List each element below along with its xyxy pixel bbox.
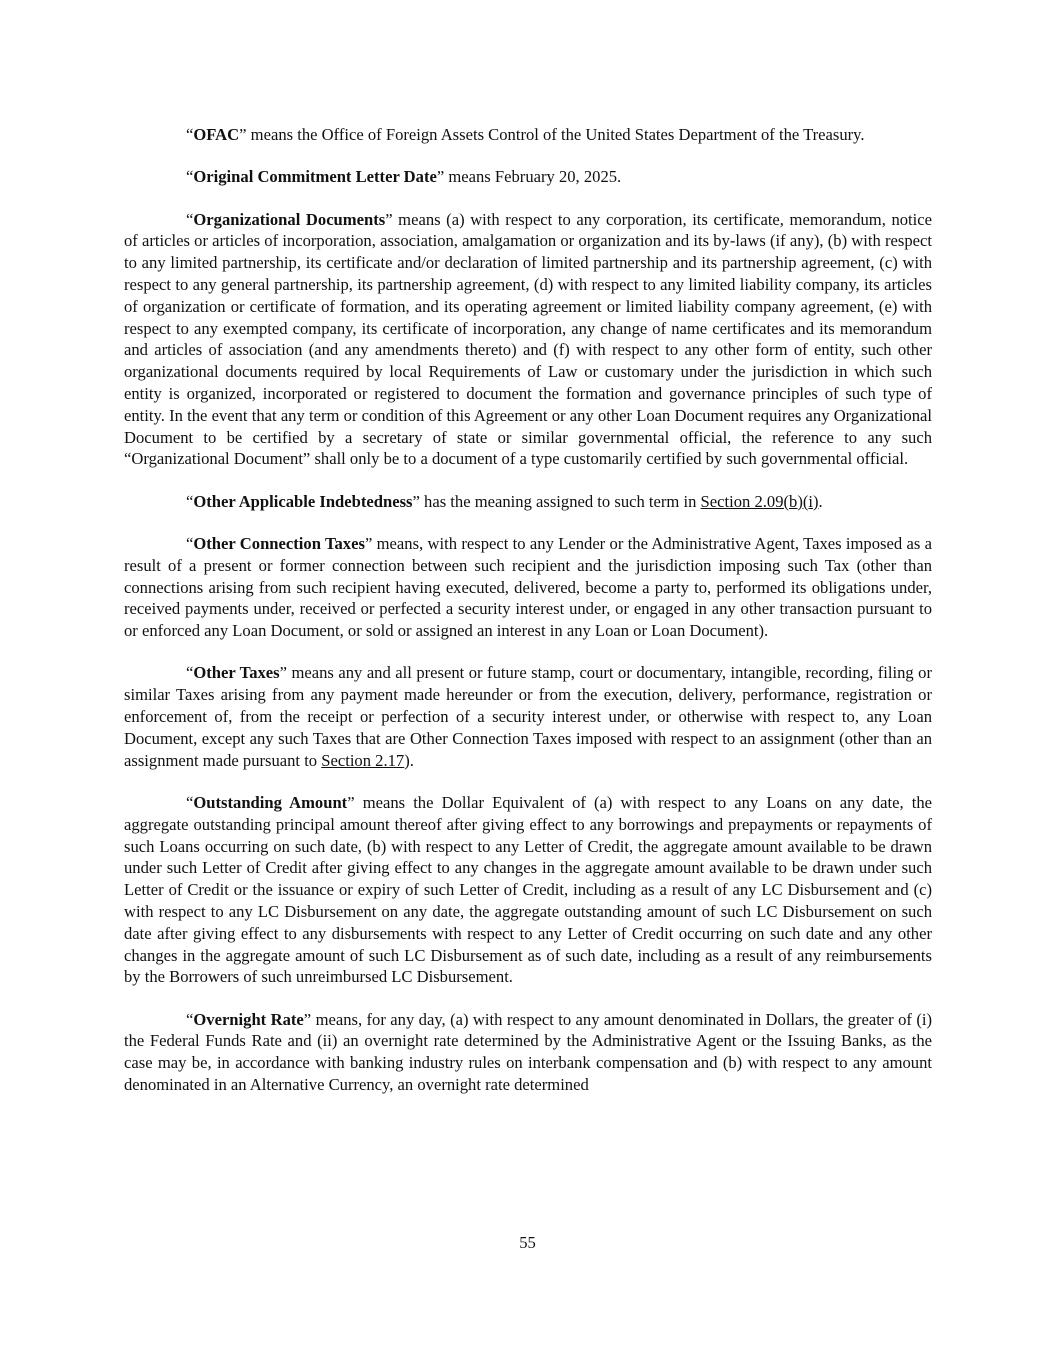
defined-term: Other Taxes (193, 663, 280, 683)
definition-tail: . (818, 491, 823, 511)
defined-term: Overnight Rate (193, 1009, 304, 1029)
definition-text: has the meaning assigned to such term in (419, 491, 701, 511)
definition-overnight-rate: “Overnight Rate” means, for any day, (a) with respect to any amount denominated in Dollars, the greater of (i) the Federal Funds Rate and (ii) an overnight rate determined by the Administrative Agent or the Issuing Banks, as the case may be, in accordance with banking industry rules on interbank compensation and (b) with respect to any amount denominated in an Alternative Currency, an overnight rate determined (124, 1009, 932, 1094)
defined-term: OFAC (193, 125, 240, 144)
section-reference-link[interactable]: Section 2.17 (321, 750, 405, 770)
page-number: 55 (519, 1233, 536, 1252)
defined-term: Original Commitment Letter Date (193, 167, 437, 187)
definition-text: means the Dollar Equivalent of (a) with respect to any Loans on any date, the aggregate outstanding principal amount thereof after giving effect to any borrowings and prepayments or repayments of such Loans occurring on such date, (b) with respect to any Letter of Credit, the aggregate amount available to be drawn under such Letter of Credit after giving effect to any changes in the aggregate amount available to be drawn under such Letter of Credit or the issuance or expiry of such Letter of Credit, including as a result of any LC Disbursement and (c) with respect to any LC Disbursement on any date, the aggregate outstanding amount of such LC Disbursement on such date after giving effect to any disbursements with respect to any Letter of Credit occurring on such date and any other changes in the aggregate amount of such LC Disbursement as of such date, including as a result of any reimbursements by the Borrowers of such unreimbursed LC Disbursement. (124, 792, 932, 987)
definition-organizational-documents: “Organizational Documents” means (a) with respect to any corporation, its certificate, memorandum, notice of articles or articles of incorporation, association, amalgamation or organization and its by-laws (if any), (b) with respect to any limited partnership, its certificate and/or declaration of limited partnership and its partnership agreement, (c) with respect to any general partnership, its partnership agreement, (d) with respect to any limited liability company, its articles of organization or certificate of formation, and its operating agreement or limited liability company agreement, (e) with respect to any exempted company, its certificate of incorporation, any change of name certificates and its memorandum and articles of association (and any amendments thereto) and (f) with respect to any other form of entity, such other organizational documents required by local Requirements of Law or customary under the jurisdiction in which such entity is organized, incorporated or registered to document the formation and governance principles of such type of entity. In the event that any term or condition of this Agreement or any other Loan Document requires any Organizational Document to be certified by a secretary of state or similar governmental official, the reference to any such “Organizational Document” shall only be to a document of a type customarily certified by such governmental official. (124, 209, 933, 469)
definition-other-taxes: “Other Taxes” means any and all present or future stamp, court or documentary, intangible, recording, filing or similar Taxes arising from any payment made hereunder or from the execution, delivery, performance, registration or enforcement of, from the receipt or perfection of a security interest under, or otherwise with respect to, any Loan Document, except any such Taxes that are Other Connection Taxes imposed with respect to an assignment (other than an assignment made pursuant to Section 2.17). (124, 663, 933, 770)
section-reference-link[interactable]: Section 2.09(b)(i) (700, 491, 819, 511)
defined-term: Other Connection Taxes (193, 533, 365, 553)
definition-other-applicable-indebtedness: “Other Applicable Indebtedness” has the meaning assigned to such term in Section 2.09(b)(i). (186, 491, 823, 511)
defined-term: Other Applicable Indebtedness (193, 491, 413, 511)
definition-text: means the Office of Foreign Assets Control of the United States Department of the Treasury. (246, 125, 865, 144)
document-page (124, 124, 932, 1116)
definition-original-commitment-letter-date: “Original Commitment Letter Date” means February 20, 2025. (186, 167, 622, 187)
defined-term: Outstanding Amount (193, 792, 348, 812)
definition-other-connection-taxes: “Other Connection Taxes” means, with respect to any Lender or the Administrative Agent, Taxes imposed as a result of a present or former connection between such recipient and the jurisdiction imposing such Tax (other than connections arising from such recipient having executed, delivered, become a party to, performed its obligations under, received payments under, received or perfected a security interest under, or engaged in any other transaction pursuant to or enforced any Loan Document, or sold or assigned an interest in any Loan or Loan Document). (124, 533, 932, 641)
definition-outstanding-amount: “Outstanding Amount” means the Dollar Equivalent of (a) with respect to any Loans on any date, the aggregate outstanding principal amount thereof after giving effect to any borrowings and prepayments or repayments of such Loans occurring on such date, (b) with respect to any Letter of Credit, the aggregate amount available to be drawn under such Letter of Credit after giving effect to any changes in the aggregate amount available to be drawn under such Letter of Credit or the issuance or expiry of such Letter of Credit, including as a result of any LC Disbursement and (c) with respect to any LC Disbursement on any date, the aggregate outstanding amount of such LC Disbursement on such date after giving effect to any disbursements with respect to any Letter of Credit occurring on such date and any other changes in the aggregate amount of such LC Disbursement as of such date, including as a result of any reimbursements by the Borrowers of such unreimbursed LC Disbursement. (124, 792, 932, 987)
definition-text: means any and all present or future stamp, court or documentary, intangible, recording, filing or similar Taxes arising from any payment made hereunder or from the execution, delivery, performance, registration or enforcement of, from the receipt or perfection of a security interest under, or otherwise with respect to, any Loan Document, except any such Taxes that are Other Connection Taxes imposed with respect to an assignment (other than an assignment made pursuant to (124, 663, 933, 770)
definition-text: means February 20, 2025. (444, 167, 622, 187)
definition-text: means (a) with respect to any corporation, its certificate, memorandum, notice of articles or articles of incorporation, association, amalgamation or organization and its by-laws (if any), (b) with respect to any limited partnership, its certificate and/or declaration of limited partnership and its partnership agreement, (c) with respect to any general partnership, its partnership agreement, (d) with respect to any limited liability company, its articles of organization or certificate of formation, and its operating agreement or limited liability company agreement, (e) with respect to any exempted company, its certificate of incorporation, any change of name certificates and its memorandum and articles of association (and any amendments thereto) and (f) with respect to any other form of entity, such other organizational documents required by local Requirements of Law or customary under the jurisdiction in which such entity is organized, incorporated or registered to document the formation and governance principles of such type of entity. In the event that any term or condition of this Agreement or any other Loan Document requires any Organizational Document to be certified by a secretary of state or similar governmental official, the reference to any such “Organizational Document” shall only be to a document of a type customarily certified by such governmental official. (124, 209, 933, 469)
defined-term: Organizational Documents (193, 209, 386, 229)
definition-text: means, with respect to any Lender or the Administrative Agent, Taxes imposed as a result of a present or former connection between such recipient and the jurisdiction imposing such Tax (other than connections arising from such recipient having executed, delivered, become a party to, performed its obligations under, received payments under, received or perfected a security interest under, or engaged in any other transaction pursuant to or enforced any Loan Document, or sold or assigned an interest in any Loan or Loan Document). (124, 533, 932, 641)
definition-ofac: “OFAC” means the Office of Foreign Assets Control of the United States Department of the Treasury. (186, 125, 865, 144)
definition-text: means, for any day, (a) with respect to any amount denominated in Dollars, the greater of (i) the Federal Funds Rate and (ii) an overnight rate determined by the Administrative Agent or the Issuing Banks, as the case may be, in accordance with banking industry rules on interbank compensation and (b) with respect to any amount denominated in an Alternative Currency, an overnight rate determined (124, 1009, 932, 1094)
definition-tail: ). (404, 750, 414, 770)
